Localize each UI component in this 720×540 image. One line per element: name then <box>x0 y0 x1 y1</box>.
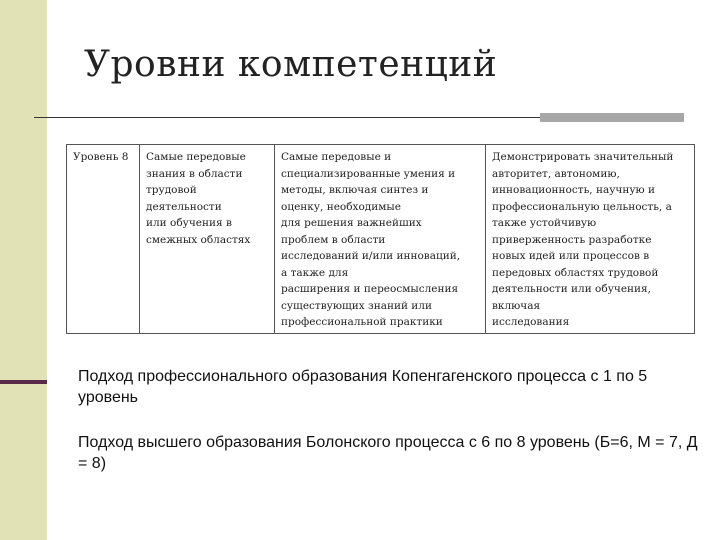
level-cell <box>67 145 140 334</box>
skills-text: Самые передовые и специализированные умения и методы, включая синтез и оценку, необходимые для решения важнейших проблем в области исследований и/или инноваций, а также для расширения и переосмысления существующих знаний или профессиональной практики <box>281 151 461 328</box>
skills-cell <box>275 145 486 334</box>
slide-title: Уровни компетенций <box>84 44 498 85</box>
bologna-approach-text: Подход высшего образования Болонского процесса с 6 по 8 уровень (Б=6, М = 7, Д = 8) <box>78 434 698 472</box>
decorative-side-strip <box>0 0 47 540</box>
title-divider-line <box>34 117 554 118</box>
knowledge-cell <box>140 145 275 334</box>
table-row <box>67 145 695 334</box>
knowledge-text: Самые передовые знания в области трудовой деятельности или обучения в смежных областях <box>146 151 251 246</box>
competence-cell <box>486 145 695 334</box>
copenhagen-approach-text: Подход профессионального образования Копенгагенского процесса с 1 по 5 уровень <box>78 368 648 406</box>
level-name: Уровень 8 <box>73 151 129 163</box>
competence-text: Демонстрировать значительный авторитет, автономию, инновационность, научную и профессиональную цельность, а также устойчивую приверженность разработке новых идей или процессов в передовых областях трудовой деятельности или обучения, включая исследования <box>492 151 674 328</box>
title-divider-bar <box>540 113 684 122</box>
competence-levels-table <box>66 144 695 334</box>
decorative-side-accent <box>0 380 47 384</box>
